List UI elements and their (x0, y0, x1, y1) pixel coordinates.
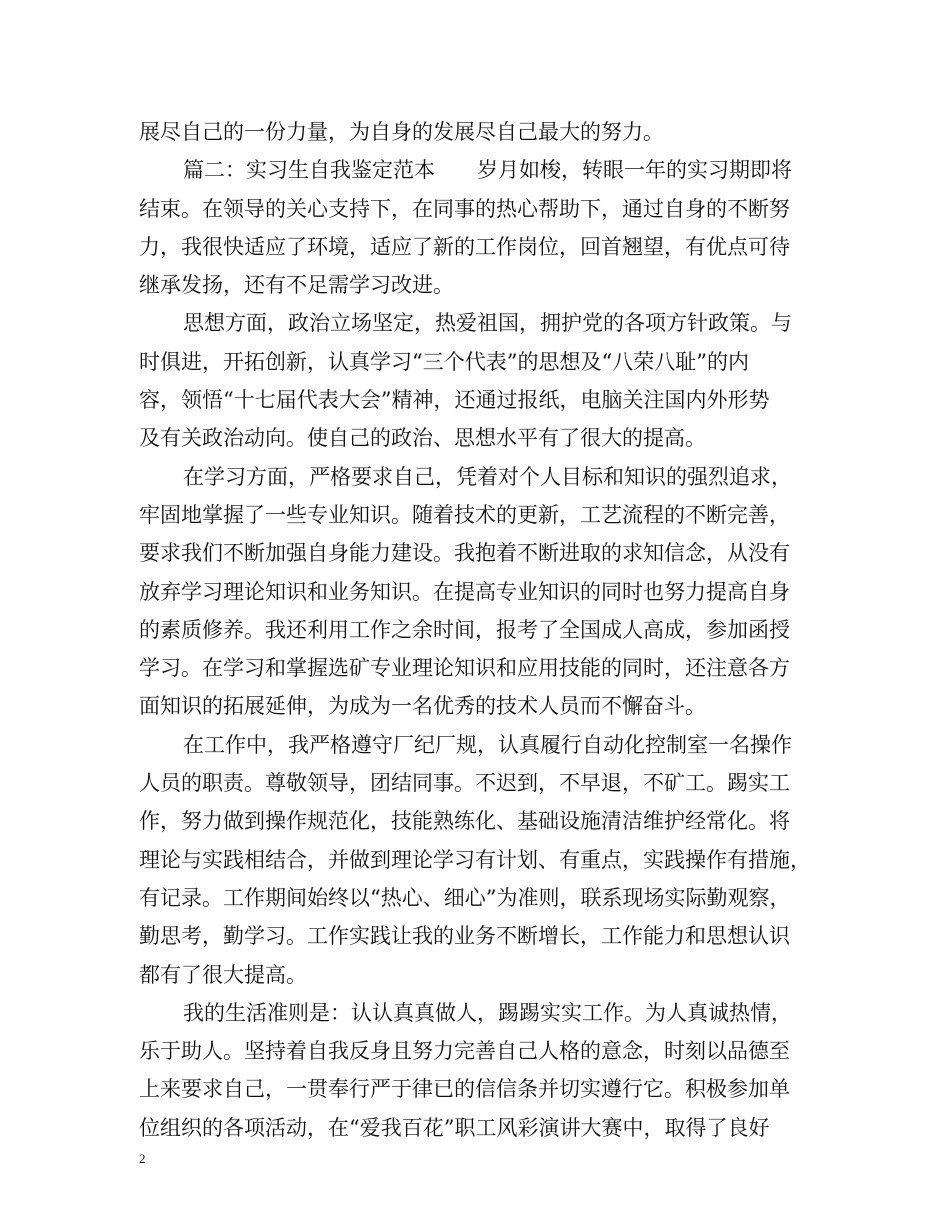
text-line: 位组织的各项活动，在“爱我百花”职工风彩演讲大赛中，取得了良好 (139, 1115, 770, 1140)
text-line: 在学习方面，严格要求自己，凭着对个人目标和知识的强烈追求， (183, 464, 792, 489)
text-line: 作，努力做到操作规范化，技能熟练化、基础设施清洁维护经常化。将 (139, 809, 790, 834)
page-number: 2 (139, 1151, 146, 1166)
text-line: 学习。在学习和掌握选矿专业理论知识和应用技能的同时，还注意各方 (139, 656, 790, 681)
text-line: 力，我很快适应了环境，适应了新的工作岗位，回首翘望，有优点可待 (139, 234, 790, 259)
text-line: 篇二：实习生自我鉴定范本 岁月如梭，转眼一年的实习期即将 (183, 158, 792, 183)
text-line: 牢固地掌握了一些专业知识。随着技术的更新，工艺流程的不断完善， (139, 502, 790, 527)
text-line: 上来要求自己，一贯奉行严于律已的信信条并切实遵行它。积极参加单 (139, 1077, 790, 1102)
text-line: 展尽自己的一份力量，为自身的发展尽自己最大的努力。 (139, 120, 664, 144)
text-line: 结束。在领导的关心支持下，在同事的热心帮助下，通过自身的不断努 (139, 196, 790, 221)
text-line: 在工作中，我严格遵守厂纪厂规，认真履行自动化控制室一名操作 (183, 732, 792, 757)
text-line: 容，领悟“十七届代表大会”精神，还通过报纸，电脑关注国内外形势 (139, 388, 770, 413)
text-line: 有记录。工作期间始终以“热心、细心”为准则，联系现场实际勤观察， (139, 885, 791, 910)
text-line: 要求我们不断加强自身能力建设。我抱着不断进取的求知信念，从没有 (139, 541, 790, 566)
text-line: 及有关政治动向。使自己的政治、思想水平有了很大的提高。 (139, 426, 706, 451)
body-text (139, 113, 829, 1147)
text-line: 时俱进，开拓创新，认真学习“三个代表”的思想及“八荣八耻”的内 (139, 349, 749, 374)
text-line: 我的生活准则是：认认真真做人，踢踢实实工作。为人真诚热情， (183, 1000, 792, 1025)
text-line: 继承发扬，还有不足需学习改进。 (139, 273, 454, 298)
text-line: 乐于助人。坚持着自我反身且努力完善自己人格的意念，时刻以品德至 (139, 1039, 790, 1064)
text-line: 都有了很大提高。 (139, 962, 307, 987)
text-line: 人员的职责。尊敬领导，团结同事。不迟到，不早退，不矿工。踢实工 (139, 771, 790, 796)
text-line: 放弃学习理论知识和业务知识。在提高专业知识的同时也努力提高自身 (139, 579, 790, 604)
text-line: 思想方面，政治立场坚定，热爱祖国，拥护党的各项方针政策。与 (183, 311, 792, 336)
text-line: 理论与实践相结合，并做到理论学习有计划、有重点，实践操作有措施， (139, 847, 811, 872)
text-line: 勤思考，勤学习。工作实践让我的业务不断增长，工作能力和思想认识 (139, 924, 790, 949)
text-line: 的素质修养。我还利用工作之余时间，报考了全国成人高成，参加函授 (139, 617, 790, 642)
text-line: 面知识的拓展延伸，为成为一名优秀的技术人员而不懈奋斗。 (139, 694, 706, 719)
